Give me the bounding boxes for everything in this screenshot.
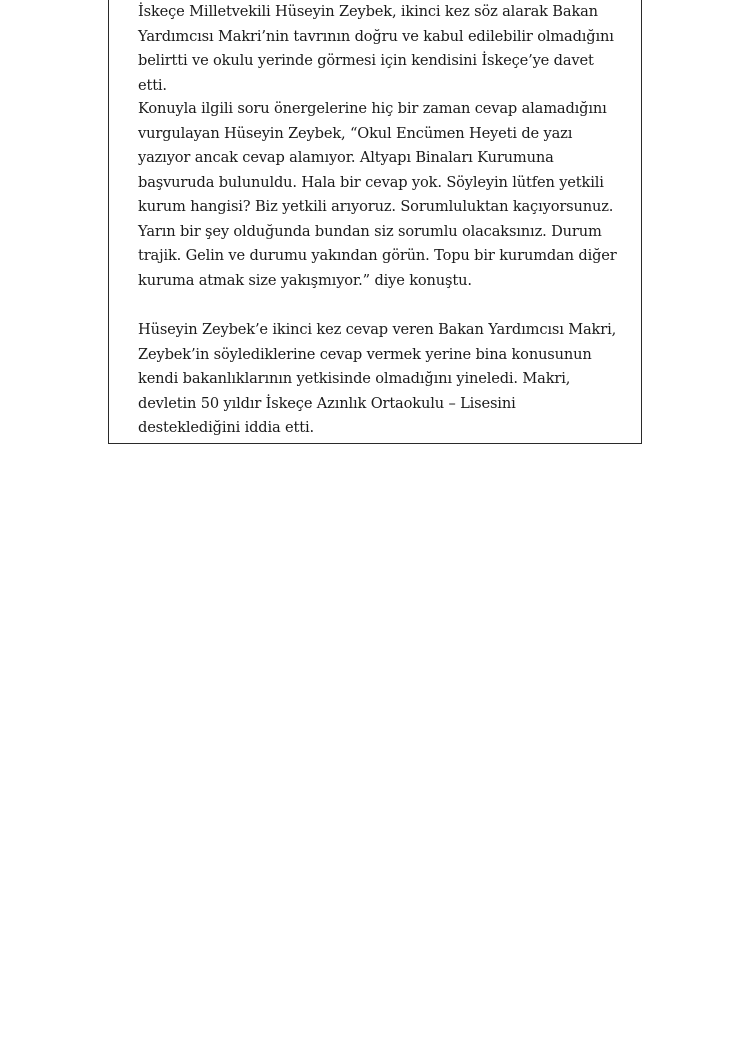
article-paragraph-1: İskeçe Milletvekili Hüseyin Zeybek, ikinci kez söz alarak Bakan Yardımcısı Makri’nin tavrının doğru ve kabul edilebilir olmadığını belirtti ve okulu yerinde görmesi için kendisini İskeçe’ye davet etti. [138,3,614,94]
article-paragraph-3: Hüseyin Zeybek’e ikinci kez cevap veren Bakan Yardımcısı Makri, Zeybek’in söylediklerine cevap vermek yerine bina konusunun kendi bakanlıklarının yetkisinde olmadığını yineledi. Makri, devletin 50 yıldır İskeçe Azınlık Ortaokulu – Lisesini desteklediğini iddia etti. [138,321,617,436]
article-paragraph-2: Konuyla ilgili soru önergelerine hiç bir zaman cevap alamadığını vurgulayan Hüseyin Zeybek, “Okul Encümen Heyeti de yazı yazıyor ancak cevap alamıyor. Altyapı Binaları Kurumuna başvuruda bulunuldu. Hala bir cevap yok. Söyleyin lütfen yetkili kurum hangisi? Biz yetkili arıyoruz. Sorumluluktan kaçıyorsunuz. Yarın bir şey olduğunda bundan siz sorumlu olacaksınız. Durum trajik. Gelin ve durumu yakından görün. Topu bir kurumdan diğer kuruma atmak size yakışmıyor.” diye konuştu. [138,100,617,289]
